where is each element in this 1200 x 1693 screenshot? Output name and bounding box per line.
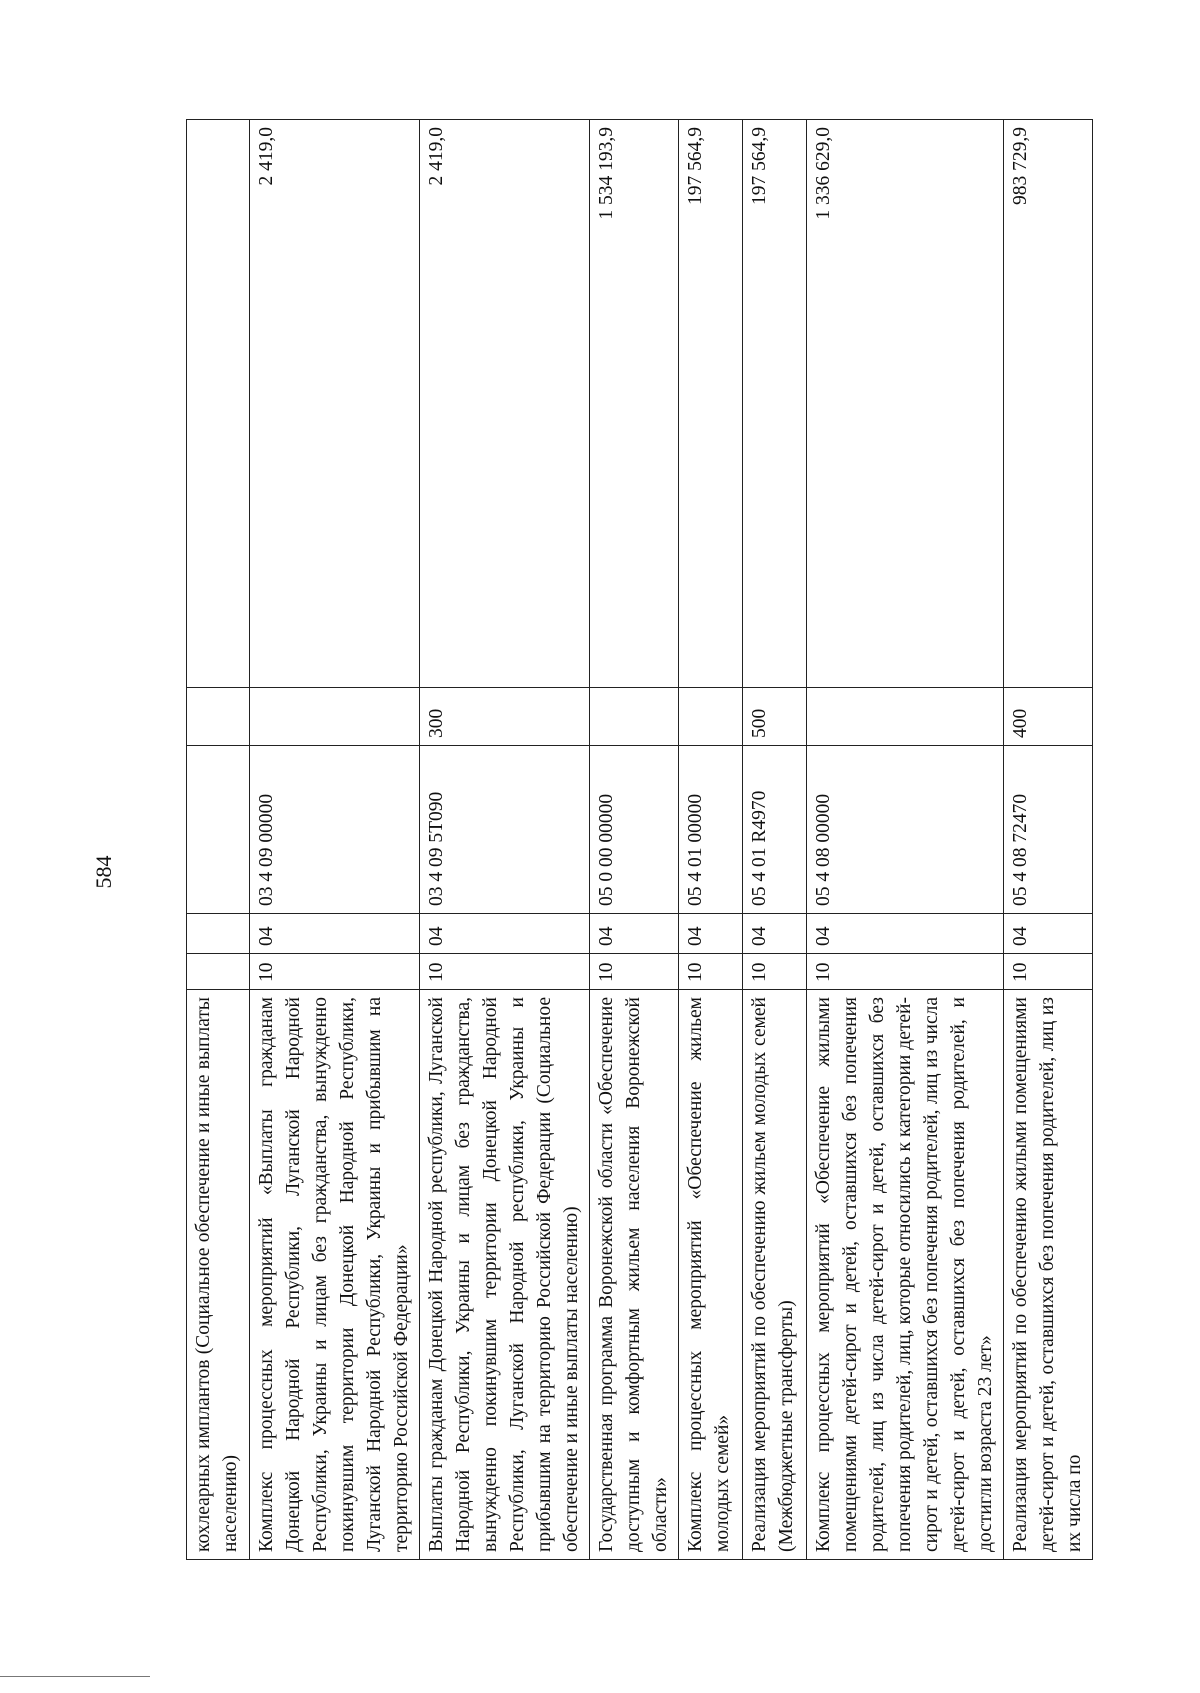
amount-cell: 197 564,9 xyxy=(743,120,807,688)
section-code-cell: 10 xyxy=(1004,954,1093,990)
subsection-code-cell: 04 xyxy=(590,914,679,954)
target-item-code-cell: 05 4 08 00000 xyxy=(807,746,1004,914)
table-row xyxy=(420,120,590,1560)
row-name-cell: кохлеарных имплантов (Социальное обеспечение и иные выплаты населению) xyxy=(187,990,250,1560)
amount-cell xyxy=(187,120,250,688)
row-name-cell: Выплаты гражданам Донецкой Народной республики, Луганской Народной Республики, Украины и лицам без гражданства, вынужденно покинувшим территории Донецкой Народной Республики, Луганской Народной республики, Украины и прибывшим на территорию Российской Федерации (Социальное обеспечение и иные выплаты населению) xyxy=(420,990,590,1560)
expense-type-code-cell xyxy=(807,688,1004,746)
subsection-code-cell: 04 xyxy=(250,914,420,954)
subsection-code-cell: 04 xyxy=(679,914,743,954)
table-row xyxy=(590,120,679,1560)
row-name-cell: Государственная программа Воронежской области «Обеспечение доступным и комфортным жильем населения Воронежской области» xyxy=(590,990,679,1560)
scan-edge-line xyxy=(0,1676,150,1677)
subsection-code-cell: 04 xyxy=(1004,914,1093,954)
subsection-code-cell xyxy=(187,914,250,954)
target-item-code-cell: 03 4 09 5Т090 xyxy=(420,746,590,914)
target-item-code-cell: 05 0 00 00000 xyxy=(590,746,679,914)
amount-cell: 1 534 193,9 xyxy=(590,120,679,688)
subsection-code-cell: 04 xyxy=(420,914,590,954)
amount-cell: 2 419,0 xyxy=(250,120,420,688)
expense-type-code-cell xyxy=(187,688,250,746)
target-item-code-cell: 05 4 08 72470 xyxy=(1004,746,1093,914)
row-name-cell: Реализация мероприятий по обеспечению жилыми помещениями детей-сирот и детей, оставшихся без попечения родителей, лиц из их числа по xyxy=(1004,990,1093,1560)
target-item-code-cell: 05 4 01 R4970 xyxy=(743,746,807,914)
table-row xyxy=(187,120,250,1560)
table-row xyxy=(1004,120,1093,1560)
section-code-cell: 10 xyxy=(679,954,743,990)
amount-cell: 2 419,0 xyxy=(420,120,590,688)
subsection-code-cell: 04 xyxy=(807,914,1004,954)
page-number: 584 xyxy=(91,855,116,889)
target-item-code-cell xyxy=(187,746,250,914)
subsection-code-cell: 04 xyxy=(743,914,807,954)
target-item-code-cell: 05 4 01 00000 xyxy=(679,746,743,914)
expense-type-code-cell: 500 xyxy=(743,688,807,746)
section-code-cell: 10 xyxy=(420,954,590,990)
table-rotation-wrapper xyxy=(186,120,1085,1560)
expense-type-code-cell xyxy=(590,688,679,746)
section-code-cell: 10 xyxy=(807,954,1004,990)
section-code-cell: 10 xyxy=(590,954,679,990)
row-name-cell: Комплекс процессных мероприятий «Обеспечение жилыми помещениями детей-сирот и детей, оставшихся без попечения родителей, лиц из числа детей-сирот и детей, оставшихся без попечения родителей, лиц, которые относились к категории детей-сирот и детей, оставшихся без попечения родителей, лиц из числа детей-сирот и детей, оставшихся без попечения родителей, и достигли возраста 23 лет» xyxy=(807,990,1004,1560)
section-code-cell xyxy=(187,954,250,990)
section-code-cell: 10 xyxy=(743,954,807,990)
table-row xyxy=(743,120,807,1560)
budget-table xyxy=(186,119,1093,1560)
section-code-cell: 10 xyxy=(250,954,420,990)
row-name-cell: Реализация мероприятий по обеспечению жильем молодых семей (Межбюджетные трансферты) xyxy=(743,990,807,1560)
expense-type-code-cell: 400 xyxy=(1004,688,1093,746)
row-name-cell: Комплекс процессных мероприятий «Выплаты гражданам Донецкой Народной Республики, Луганской Народной Республики, Украины и лицам без гражданства, вынужденно покинувшим территории Донецкой Народной Республики, Луганской Народной Республики, Украины и прибывшим на территорию Российской Федерации» xyxy=(250,990,420,1560)
amount-cell: 197 564,9 xyxy=(679,120,743,688)
expense-type-code-cell: 300 xyxy=(420,688,590,746)
row-name-cell: Комплекс процессных мероприятий «Обеспечение жильем молодых семей» xyxy=(679,990,743,1560)
target-item-code-cell: 03 4 09 00000 xyxy=(250,746,420,914)
amount-cell: 1 336 629,0 xyxy=(807,120,1004,688)
expense-type-code-cell xyxy=(250,688,420,746)
amount-cell: 983 729,9 xyxy=(1004,120,1093,688)
table-row xyxy=(679,120,743,1560)
table-row xyxy=(807,120,1004,1560)
table-row xyxy=(250,120,420,1560)
expense-type-code-cell xyxy=(679,688,743,746)
